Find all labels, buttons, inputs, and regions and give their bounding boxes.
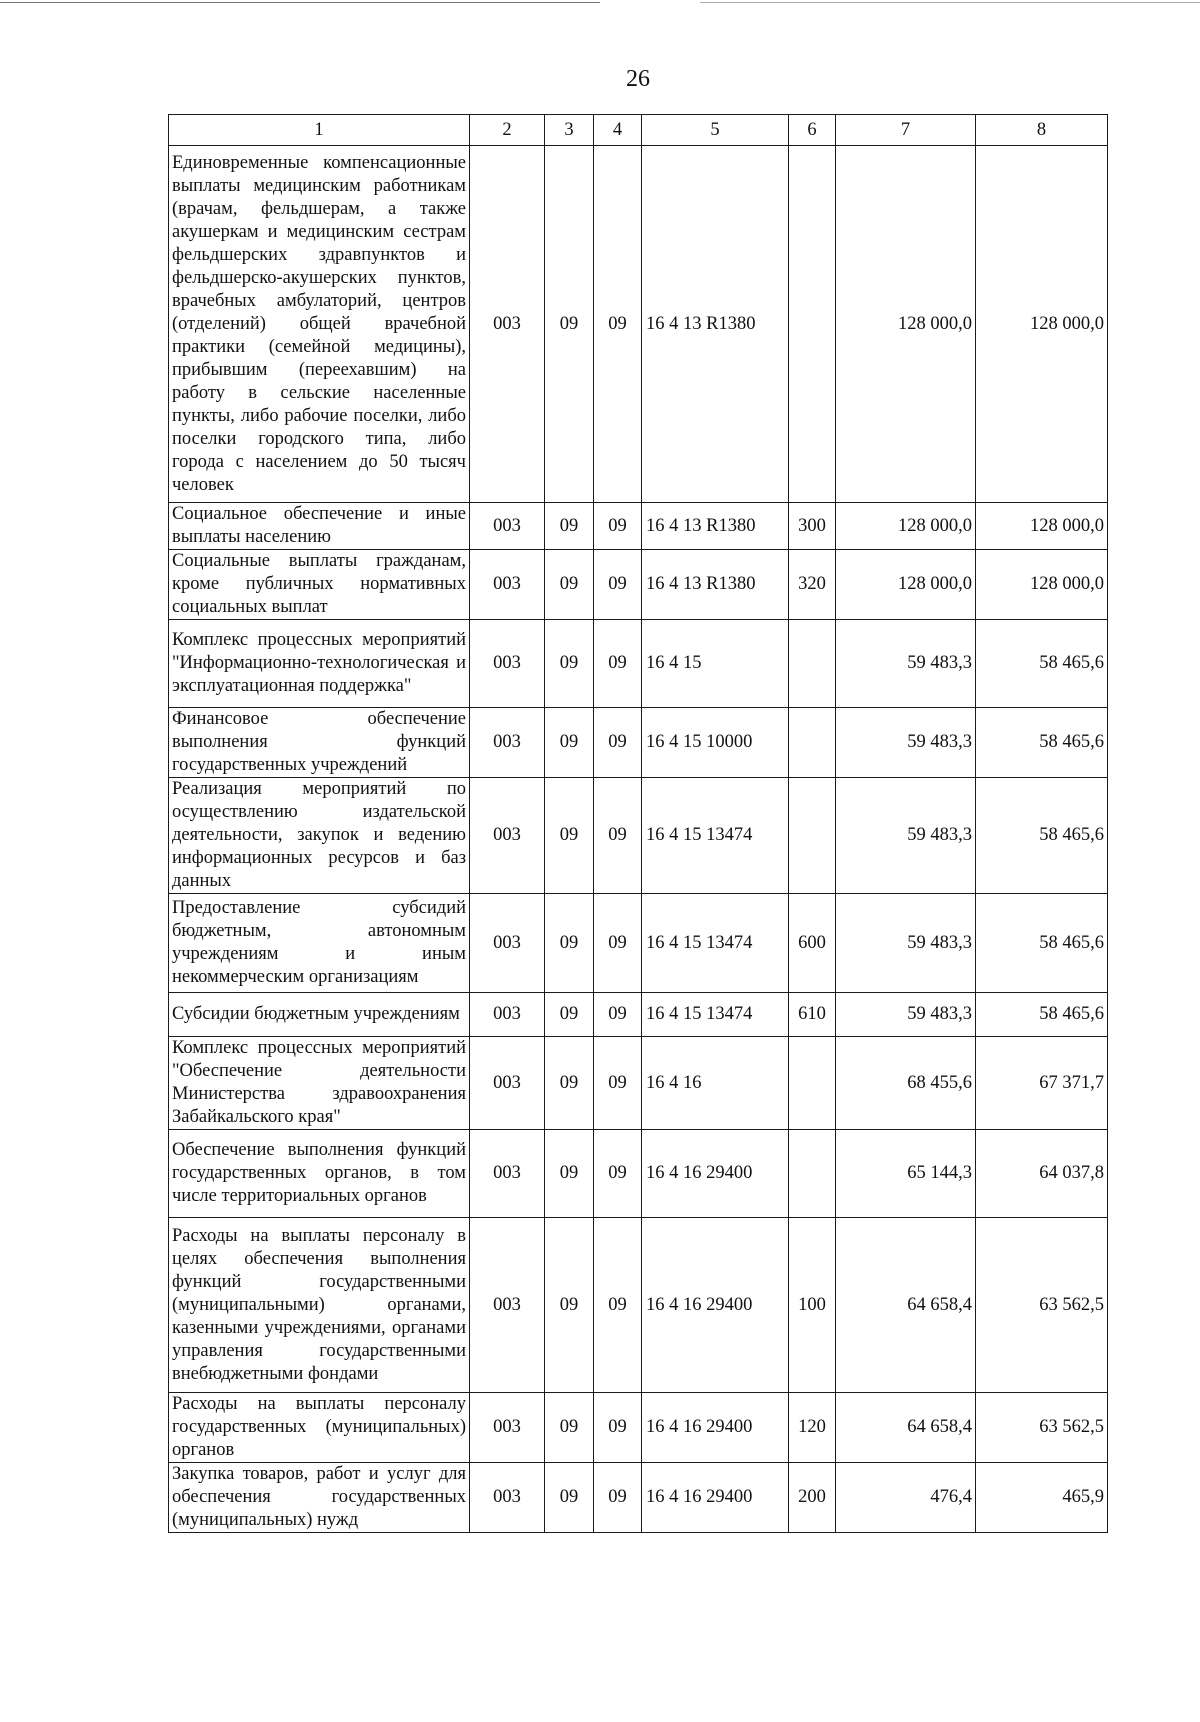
expense-type-cell [789, 1037, 836, 1130]
expense-type-cell: 200 [789, 1463, 836, 1533]
subsection-code-cell: 09 [594, 1218, 642, 1393]
row-name-cell: Социальное обеспечение и иные выплаты населению [169, 503, 470, 550]
row-name-cell: Реализация мероприятий по осуществлению издательской деятельности, закупок и ведению информационных ресурсов и баз данных [169, 778, 470, 894]
table-row [169, 1037, 1108, 1130]
row-name-cell: Социальные выплаты гражданам, кроме публичных нормативных социальных выплат [169, 550, 470, 620]
target-article-cell: 16 4 16 29400 [642, 1218, 789, 1393]
row-name-cell: Предоставление субсидий бюджетным, автономным учреждениям и иным некоммерческим организациям [169, 894, 470, 993]
admin-code-cell: 003 [470, 620, 545, 708]
admin-code-cell: 003 [470, 894, 545, 993]
column-header: 5 [642, 115, 789, 146]
amount-year2-cell: 58 465,6 [976, 894, 1108, 993]
expense-type-cell [789, 778, 836, 894]
amount-year2-cell: 58 465,6 [976, 620, 1108, 708]
subsection-code-cell: 09 [594, 503, 642, 550]
section-code-cell: 09 [545, 1393, 594, 1463]
target-article-cell: 16 4 16 29400 [642, 1463, 789, 1533]
column-header: 2 [470, 115, 545, 146]
amount-year2-cell: 63 562,5 [976, 1218, 1108, 1393]
amount-year1-cell: 64 658,4 [836, 1393, 976, 1463]
row-name-cell: Комплекс процессных мероприятий "Информационно-технологическая и эксплуатационная поддержка" [169, 620, 470, 708]
subsection-code-cell: 09 [594, 1130, 642, 1218]
table-row [169, 1130, 1108, 1218]
row-name-cell: Комплекс процессных мероприятий "Обеспечение деятельности Министерства здравоохранения Забайкальского края" [169, 1037, 470, 1130]
row-name-cell: Расходы на выплаты персоналу государственных (муниципальных) органов [169, 1393, 470, 1463]
amount-year1-cell: 65 144,3 [836, 1130, 976, 1218]
admin-code-cell: 003 [470, 708, 545, 778]
amount-year1-cell: 59 483,3 [836, 708, 976, 778]
expense-type-cell [789, 1130, 836, 1218]
amount-year1-cell: 128 000,0 [836, 503, 976, 550]
column-header: 8 [976, 115, 1108, 146]
section-code-cell: 09 [545, 620, 594, 708]
admin-code-cell: 003 [470, 1130, 545, 1218]
table-row [169, 620, 1108, 708]
amount-year2-cell: 128 000,0 [976, 550, 1108, 620]
subsection-code-cell: 09 [594, 1037, 642, 1130]
amount-year1-cell: 59 483,3 [836, 778, 976, 894]
admin-code-cell: 003 [470, 550, 545, 620]
subsection-code-cell: 09 [594, 708, 642, 778]
row-name-cell: Расходы на выплаты персоналу в целях обеспечения выполнения функций государственными (муниципальными) органами, казенными учреждениями, органами управления государственными внебюджетными фондами [169, 1218, 470, 1393]
expense-type-cell [789, 708, 836, 778]
table-row [169, 1463, 1108, 1533]
column-header: 6 [789, 115, 836, 146]
amount-year1-cell: 476,4 [836, 1463, 976, 1533]
amount-year2-cell: 64 037,8 [976, 1130, 1108, 1218]
column-header: 4 [594, 115, 642, 146]
section-code-cell: 09 [545, 894, 594, 993]
admin-code-cell: 003 [470, 1218, 545, 1393]
amount-year2-cell: 58 465,6 [976, 708, 1108, 778]
amount-year1-cell: 128 000,0 [836, 550, 976, 620]
section-code-cell: 09 [545, 146, 594, 503]
admin-code-cell: 003 [470, 1037, 545, 1130]
column-header: 3 [545, 115, 594, 146]
target-article-cell: 16 4 15 13474 [642, 778, 789, 894]
target-article-cell: 16 4 15 [642, 620, 789, 708]
row-name-cell: Финансовое обеспечение выполнения функций государственных учреждений [169, 708, 470, 778]
budget-table [168, 114, 1108, 1533]
target-article-cell: 16 4 13 R1380 [642, 146, 789, 503]
admin-code-cell: 003 [470, 778, 545, 894]
admin-code-cell: 003 [470, 1393, 545, 1463]
scan-edge-line [700, 2, 1200, 3]
section-code-cell: 09 [545, 1463, 594, 1533]
target-article-cell: 16 4 13 R1380 [642, 550, 789, 620]
expense-type-cell [789, 620, 836, 708]
admin-code-cell: 003 [470, 993, 545, 1037]
target-article-cell: 16 4 13 R1380 [642, 503, 789, 550]
row-name-cell: Субсидии бюджетным учреждениям [169, 993, 470, 1037]
amount-year1-cell: 59 483,3 [836, 894, 976, 993]
amount-year1-cell: 64 658,4 [836, 1218, 976, 1393]
section-code-cell: 09 [545, 1130, 594, 1218]
table-row [169, 503, 1108, 550]
section-code-cell: 09 [545, 778, 594, 894]
section-code-cell: 09 [545, 993, 594, 1037]
subsection-code-cell: 09 [594, 620, 642, 708]
subsection-code-cell: 09 [594, 1393, 642, 1463]
subsection-code-cell: 09 [594, 550, 642, 620]
section-code-cell: 09 [545, 708, 594, 778]
amount-year1-cell: 59 483,3 [836, 993, 976, 1037]
subsection-code-cell: 09 [594, 778, 642, 894]
subsection-code-cell: 09 [594, 894, 642, 993]
section-code-cell: 09 [545, 1218, 594, 1393]
table-body [169, 146, 1108, 1533]
subsection-code-cell: 09 [594, 1463, 642, 1533]
table-header-row [169, 115, 1108, 146]
table-row [169, 778, 1108, 894]
column-header: 1 [169, 115, 470, 146]
amount-year1-cell: 59 483,3 [836, 620, 976, 708]
amount-year2-cell: 58 465,6 [976, 778, 1108, 894]
admin-code-cell: 003 [470, 503, 545, 550]
amount-year2-cell: 58 465,6 [976, 993, 1108, 1037]
expense-type-cell: 100 [789, 1218, 836, 1393]
subsection-code-cell: 09 [594, 146, 642, 503]
row-name-cell: Единовременные компенсационные выплаты медицинским работникам (врачам, фельдшерам, а также акушеркам и медицинским сестрам фельдшерских здравпунктов и фельдшерско-акушерских пунктов, врачебных амбулаторий, центров (отделений) общей врачебной практики (семейной медицины), прибывшим (переехавшим) на работу в сельские населенные пункты, либо рабочие поселки, либо поселки городского типа, либо города с населением до 50 тысяч человек [169, 146, 470, 503]
expense-type-cell: 320 [789, 550, 836, 620]
expense-type-cell: 600 [789, 894, 836, 993]
row-name-cell: Обеспечение выполнения функций государственных органов, в том числе территориальных органов [169, 1130, 470, 1218]
table-row [169, 708, 1108, 778]
admin-code-cell: 003 [470, 1463, 545, 1533]
target-article-cell: 16 4 16 29400 [642, 1393, 789, 1463]
amount-year2-cell: 128 000,0 [976, 503, 1108, 550]
table-row [169, 1218, 1108, 1393]
column-header: 7 [836, 115, 976, 146]
expense-type-cell: 610 [789, 993, 836, 1037]
table-row [169, 993, 1108, 1037]
target-article-cell: 16 4 15 10000 [642, 708, 789, 778]
target-article-cell: 16 4 15 13474 [642, 993, 789, 1037]
table-row [169, 550, 1108, 620]
target-article-cell: 16 4 16 [642, 1037, 789, 1130]
expense-type-cell: 120 [789, 1393, 836, 1463]
expense-type-cell [789, 146, 836, 503]
scan-edge-line [0, 2, 600, 3]
amount-year1-cell: 128 000,0 [836, 146, 976, 503]
page-number: 26 [626, 66, 650, 92]
section-code-cell: 09 [545, 550, 594, 620]
table-row [169, 1393, 1108, 1463]
subsection-code-cell: 09 [594, 993, 642, 1037]
section-code-cell: 09 [545, 503, 594, 550]
target-article-cell: 16 4 15 13474 [642, 894, 789, 993]
expense-type-cell: 300 [789, 503, 836, 550]
amount-year2-cell: 63 562,5 [976, 1393, 1108, 1463]
row-name-cell: Закупка товаров, работ и услуг для обеспечения государственных (муниципальных) нужд [169, 1463, 470, 1533]
section-code-cell: 09 [545, 1037, 594, 1130]
admin-code-cell: 003 [470, 146, 545, 503]
table-row [169, 894, 1108, 993]
target-article-cell: 16 4 16 29400 [642, 1130, 789, 1218]
table-row [169, 146, 1108, 503]
amount-year1-cell: 68 455,6 [836, 1037, 976, 1130]
amount-year2-cell: 67 371,7 [976, 1037, 1108, 1130]
amount-year2-cell: 128 000,0 [976, 146, 1108, 503]
amount-year2-cell: 465,9 [976, 1463, 1108, 1533]
